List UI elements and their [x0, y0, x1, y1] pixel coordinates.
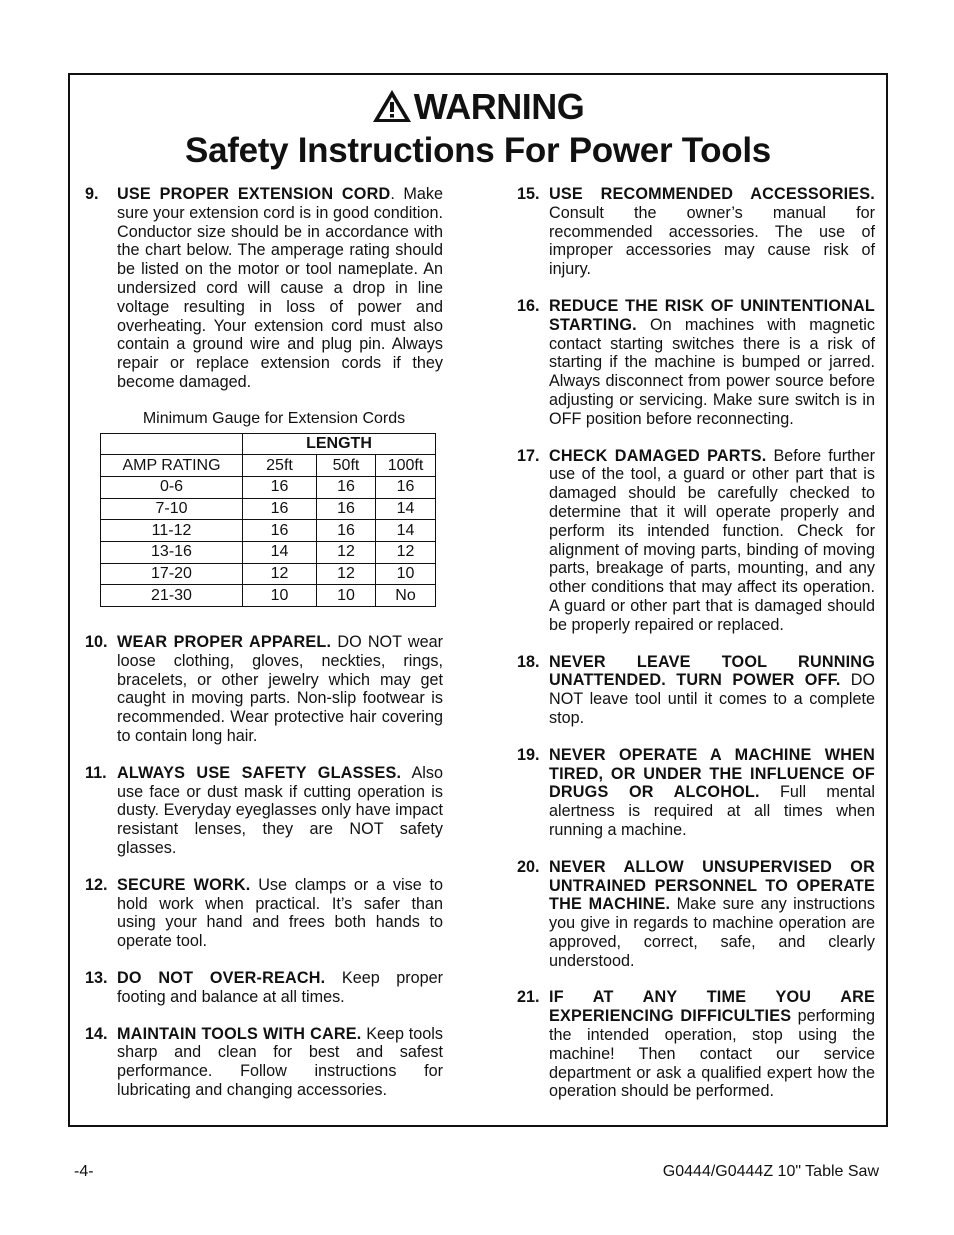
item-lead: NEVER ALLOW UNSUPERVISED OR UNTRAINED PERSONNEL TO OPERATE THE MACHINE.: [549, 857, 875, 914]
table-cell: 21-30: [101, 585, 243, 607]
item-body: . Make sure your extension cord is in good condition. Conductor size should be in accordance with the chart below. The amperage rating should be listed on the motor or tool nameplate. An undersized cord will cause a drop in line voltage resulting in loss of power and overheating. Your extension cord must also contain a ground wire and plug pin. Always repair or replace extension cords if they become damaged.: [117, 185, 443, 391]
item-number: 9.: [85, 185, 99, 203]
table-cell: 17-20: [101, 563, 243, 585]
table-cell: No: [376, 585, 436, 607]
item-lead: USE RECOMMENDED ACCESSORIES.: [549, 185, 875, 203]
list-item: [85, 764, 443, 858]
warning-heading: [70, 87, 886, 127]
item-number: 15.: [517, 185, 540, 203]
right-column: [517, 185, 875, 1119]
table-cell: 16: [243, 476, 317, 498]
table-row: [101, 476, 436, 498]
item-number: 14.: [85, 1024, 108, 1043]
table-cell: 14: [376, 520, 436, 542]
table-cell: 14: [376, 498, 436, 520]
list-item: [517, 447, 875, 635]
item-lead: DO NOT OVER-REACH.: [117, 969, 326, 988]
list-item: [85, 969, 443, 1007]
table-cell: 11-12: [101, 520, 243, 542]
item-lead: NEVER OPERATE A MACHINE WHEN TIRED, OR UNDER THE INFLUENCE OF DRUGS OR ALCOHOL.: [549, 745, 875, 802]
list-item: [85, 185, 443, 392]
table-cell: 16: [243, 498, 317, 520]
left-column: [85, 185, 443, 1118]
item-body: On machines with magnetic contact starting switches there is a risk of starting if the machine is bumped or jarred. Always disconnect from power source before adjusting or servicing. Make sure switch is in OFF position before reconnecting.: [549, 315, 875, 428]
table-cell: 0-6: [101, 476, 243, 498]
table-row: [101, 498, 436, 520]
table-cell: 16: [243, 520, 317, 542]
table-cell: 16: [317, 476, 376, 498]
item-body: Consult the owner’s manual for recommended accessories. The use of improper accessories may cause risk of injury.: [549, 203, 875, 279]
table-row: [101, 563, 436, 585]
list-item: [517, 297, 875, 429]
item-lead: IF AT ANY TIME YOU ARE EXPERIENCING DIFFICULTIES: [549, 988, 875, 1026]
table-header-cell: 100ft: [376, 455, 436, 477]
table-row: [101, 542, 436, 564]
table-group-header: LENGTH: [243, 433, 436, 455]
table-cell: 12: [317, 542, 376, 564]
list-item: [85, 1025, 443, 1100]
table-row: [101, 585, 436, 607]
table-cell: 10: [317, 585, 376, 607]
table-cell: 16: [317, 520, 376, 542]
item-body: Keep tools sharp and clean for best and safest performance. Follow instructions for lubricating and changing accessories.: [117, 1024, 443, 1099]
table-cell: 16: [317, 498, 376, 520]
item-number: 16.: [517, 296, 540, 315]
table-row: [101, 520, 436, 542]
item-number: 17.: [517, 446, 540, 465]
list-item: [517, 988, 875, 1101]
table-header-cell: 25ft: [243, 455, 317, 477]
table-cell: 12: [317, 563, 376, 585]
table-header-cell: 50ft: [317, 455, 376, 477]
item-body: DO NOT leave tool until it comes to a complete stop.: [549, 671, 875, 727]
item-lead: CHECK DAMAGED PARTS.: [549, 446, 767, 465]
table-cell: 14: [243, 542, 317, 564]
item-number: 12.: [85, 875, 108, 894]
item-body: Also use face or dust mask if cutting operation is dusty. Everyday eyeglasses only have impact resistant lenses, they are NOT safety glasses.: [117, 763, 444, 858]
table-cell: 10: [243, 585, 317, 607]
item-body: Make sure any instructions you give in regards to machine operation are approved, correct, safe, and clearly understood.: [549, 895, 875, 970]
warning-box: [68, 73, 888, 1127]
table-header-blank: [101, 433, 243, 455]
gauge-table: [100, 433, 436, 608]
table-caption: Minimum Gauge for Extension Cords: [142, 409, 406, 427]
table-cell: 7-10: [101, 498, 243, 520]
item-lead: USE PROPER EXTENSION CORD: [117, 185, 391, 203]
table-cell: 12: [376, 542, 436, 564]
document-title: G0444/G0444Z 10" Table Saw: [662, 1163, 879, 1180]
list-item: [85, 633, 443, 746]
page-number: -4-: [74, 1163, 94, 1180]
item-number: 10.: [85, 633, 108, 652]
item-lead: REDUCE THE RISK OF UNINTENTIONAL STARTING.: [549, 296, 875, 334]
item-lead: MAINTAIN TOOLS WITH CARE.: [117, 1024, 362, 1043]
list-item: [517, 746, 875, 840]
table-header-cell: AMP RATING: [101, 455, 243, 477]
table-cell: 16: [376, 476, 436, 498]
item-number: 20.: [517, 857, 540, 876]
list-item: [517, 858, 875, 971]
table-cell: 10: [376, 563, 436, 585]
item-lead: ALWAYS USE SAFETY GLASSES.: [117, 763, 402, 782]
page-title: Safety Instructions For Power Tools: [185, 131, 771, 170]
item-number: 19.: [517, 745, 540, 764]
warning-label: WARNING: [413, 86, 585, 127]
item-number: 18.: [517, 652, 540, 671]
table-group-header-row: [101, 433, 436, 455]
item-number: 21.: [517, 988, 540, 1007]
item-number: 13.: [85, 969, 108, 988]
list-item: [85, 876, 443, 951]
list-item: [517, 653, 875, 728]
item-body: Before further use of the tool, a guard or other part that is damaged should be carefully checked to determine that it will operate properly and perform its intended function. Check for alignment of moving parts, binding of moving parts, breakage of parts, mounting, and any other conditions that may affect its operation. A guard or other part that is damaged should be properly repaired or replaced.: [549, 446, 875, 634]
item-body: Full mental alertness is required at all times when running a machine.: [549, 783, 876, 839]
warning-triangle-icon: [372, 89, 412, 123]
table-cell: 12: [243, 563, 317, 585]
item-lead: WEAR PROPER APPAREL.: [117, 633, 332, 652]
item-body: Keep proper footing and balance at all times.: [117, 969, 443, 1006]
item-body: Use clamps or a vise to hold work when practical. It’s safer than using your hand and frees both hands to operate tool.: [117, 875, 443, 951]
item-number: 11.: [85, 763, 107, 782]
item-lead: NEVER LEAVE TOOL RUNNING UNATTENDED. TURN POWER OFF.: [549, 652, 875, 690]
item-body: DO NOT wear loose clothing, gloves, neckties, rings, bracelets, or other jewelry which may get caught in moving parts. Non-slip footwear is recommended. Wear protective hair covering to contain long hair.: [117, 633, 443, 746]
list-item: [517, 185, 875, 279]
item-body: performing the intended operation, stop using the machine! Then contact our service department or ask a qualified expert how the operation should be performed.: [549, 1007, 875, 1101]
table-cell: 13-16: [101, 542, 243, 564]
table-header-row: [101, 455, 436, 477]
item-lead: SECURE WORK.: [117, 875, 251, 894]
